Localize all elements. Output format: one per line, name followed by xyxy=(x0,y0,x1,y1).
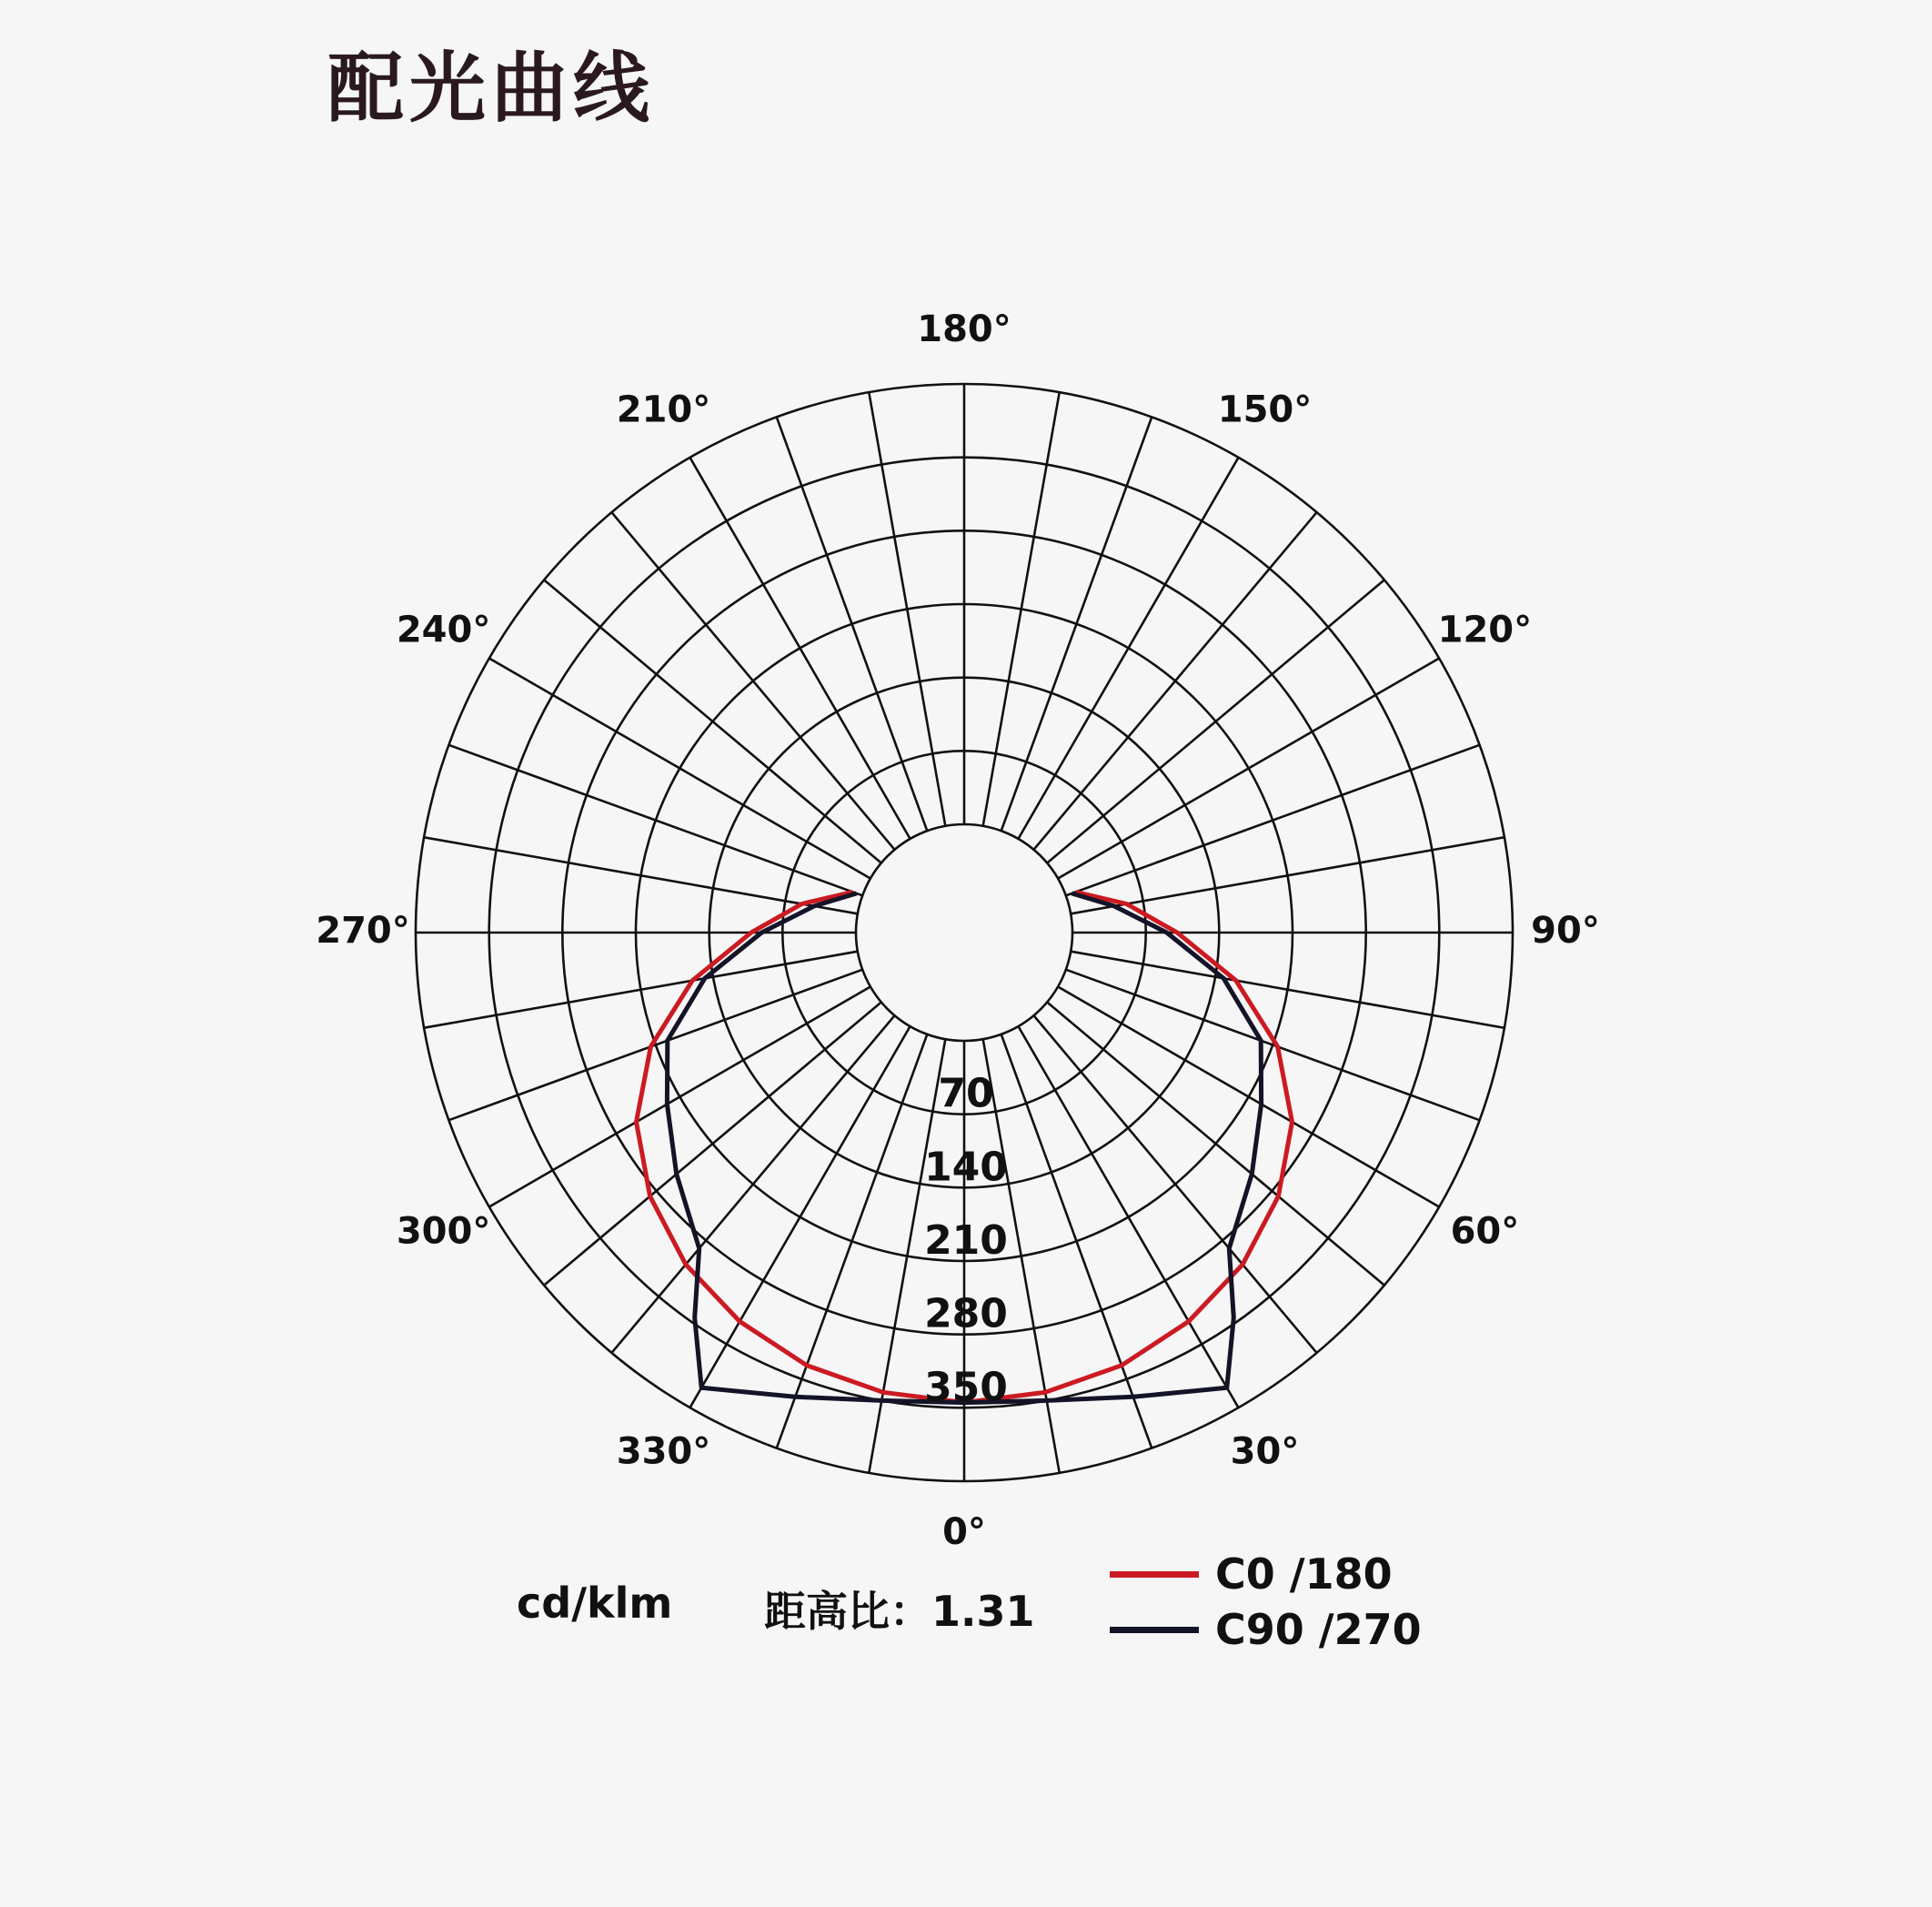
legend-item-c90 xyxy=(1110,1605,1422,1654)
grid-spoke-200 xyxy=(777,417,928,831)
grid-spoke-20 xyxy=(1001,1034,1152,1448)
radial-label-140: 140 xyxy=(924,1144,1008,1191)
spacing-ratio-label: 距高比：1.31 xyxy=(764,1587,1035,1636)
angle-label-90: 90° xyxy=(1531,910,1600,952)
angle-label-240: 240° xyxy=(396,609,491,651)
radial-label-280: 280 xyxy=(924,1290,1008,1337)
legend-label-c90: C90 /270 xyxy=(1215,1605,1422,1654)
angle-label-30: 30° xyxy=(1230,1430,1300,1473)
label-layer xyxy=(316,308,1600,1553)
radial-label-210: 210 xyxy=(924,1217,1008,1264)
grid-spoke-40 xyxy=(1034,1015,1317,1353)
grid-spoke-120 xyxy=(1058,659,1439,879)
grid-spoke-290 xyxy=(448,970,862,1121)
grid-ring-0 xyxy=(856,824,1072,1041)
grid-spoke-70 xyxy=(1066,970,1480,1121)
radial-label-70: 70 xyxy=(938,1070,994,1117)
angle-label-210: 210° xyxy=(616,388,711,431)
legend-swatch-c90 xyxy=(1110,1627,1199,1633)
legend-swatch-c0 xyxy=(1110,1571,1199,1578)
radial-label-350: 350 xyxy=(924,1364,1008,1411)
grid-spoke-340 xyxy=(777,1034,928,1448)
grid-spoke-130 xyxy=(1047,580,1384,863)
unit-label: cd/klm xyxy=(517,1579,673,1628)
legend-label-c0: C0 /180 xyxy=(1215,1549,1393,1599)
angle-label-150: 150° xyxy=(1217,388,1313,431)
grid-spoke-50 xyxy=(1047,1003,1384,1286)
grid-spoke-30 xyxy=(1019,1026,1239,1408)
grid-spoke-230 xyxy=(544,580,881,863)
grid-spoke-310 xyxy=(544,1003,881,1286)
angle-label-60: 60° xyxy=(1450,1210,1520,1253)
angle-label-300: 300° xyxy=(396,1210,491,1253)
grid-spoke-160 xyxy=(1001,417,1152,831)
angle-label-0: 0° xyxy=(942,1511,986,1553)
grid-spoke-210 xyxy=(690,458,911,839)
grid-spoke-110 xyxy=(1066,745,1480,896)
grid-spoke-240 xyxy=(489,659,870,879)
page-title: 配光曲线 xyxy=(327,44,656,133)
angle-label-330: 330° xyxy=(616,1430,711,1473)
angle-label-180: 180° xyxy=(917,308,1011,350)
grid-spoke-330 xyxy=(690,1026,911,1408)
angle-label-120: 120° xyxy=(1437,609,1533,651)
grid-spoke-320 xyxy=(611,1015,894,1353)
angle-label-270: 270° xyxy=(316,910,410,952)
grid-spoke-250 xyxy=(448,745,862,896)
legend-item-c0 xyxy=(1110,1549,1393,1599)
grid-spoke-140 xyxy=(1034,512,1317,850)
grid-spoke-220 xyxy=(611,512,894,850)
grid-spoke-150 xyxy=(1019,458,1239,839)
